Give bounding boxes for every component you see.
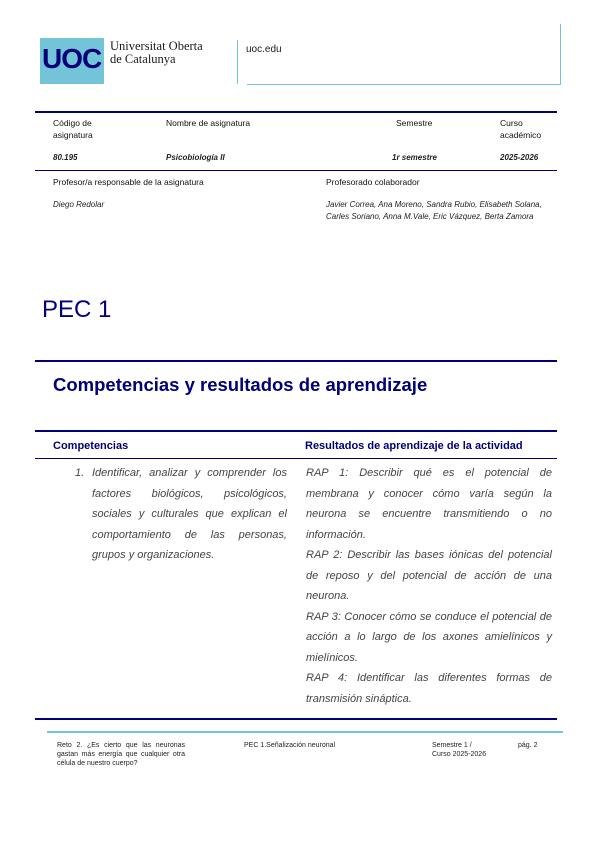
table-top-rule	[35, 430, 557, 432]
header-divider	[237, 40, 238, 84]
header-underline	[247, 84, 561, 85]
course-code: 80.195	[53, 153, 78, 162]
info-top-rule	[35, 111, 557, 113]
footer-rule	[47, 731, 563, 733]
collaborators-names	[326, 199, 566, 222]
rap-item-3: RAP 3: Conocer cómo se conduce el potencial de acción a lo largo de los axones amielínicos y mielínicos.	[306, 610, 552, 664]
footer-semester-line2: Curso 2025-2026	[432, 751, 487, 758]
responsible-name: Diego Redolar	[53, 200, 105, 209]
rap-item-1: RAP 1: Describir qué es el potencial de membrana y conocer cómo varía según la neurona se encuentre transmitiendo o no información.	[306, 467, 552, 541]
code-label: Código de asignatura	[53, 118, 93, 140]
table-header-rule	[35, 458, 557, 459]
rap-item-4: RAP 4: Identificar las diferentes formas de transmisión sináptica.	[306, 672, 552, 705]
name-label: Nombre de asignatura	[166, 118, 251, 128]
competencias-list	[75, 463, 287, 566]
info-mid-rule	[35, 170, 557, 171]
table-bottom-rule	[35, 718, 557, 720]
semester-label: Semestre	[396, 118, 433, 128]
course-year: 2025-2026	[500, 153, 539, 162]
competencia-text: Identificar, analizar y comprender los factores biológicos, psicológicos, sociales y culturales que explican el comportamiento de las personas, grupos y organizaciones.	[92, 467, 287, 561]
list-item	[75, 463, 287, 566]
competencia-number: 1.	[75, 467, 85, 479]
collaborators-label: Profesorado colaborador	[326, 177, 420, 187]
col-header-resultados: Resultados de aprendizaje de la actividad	[305, 440, 523, 452]
footer-page-number: pág. 2	[518, 742, 538, 749]
year-label: Curso académico	[500, 118, 542, 140]
page-title: PEC 1	[42, 296, 112, 323]
col-header-competencias: Competencias	[53, 440, 129, 452]
course-name: Psicobiología II	[166, 153, 225, 162]
university-name	[110, 40, 203, 66]
university-line2: de Catalunya	[110, 52, 176, 66]
collaborators-line1: Javier Correa, Ana Moreno, Sandra Rubio, Elisabeth Solana,	[326, 200, 542, 209]
header-right-line	[560, 24, 561, 84]
course-semester: 1r semestre	[392, 153, 437, 162]
footer-semester-line1: Semestre 1 /	[432, 742, 472, 749]
collaborators-line2: Carles Soriano, Anna M.Vale, Eric Vázquez, Berta Zamora	[326, 211, 534, 221]
resultados-list	[306, 463, 552, 709]
uoc-logo	[40, 38, 104, 84]
uoc-url[interactable]: uoc.edu	[246, 44, 282, 55]
rap-item-2: RAP 2: Describir las bases iónicas del potencial de reposo y del potencial de acción de una neurona.	[306, 549, 552, 602]
footer-semester	[432, 741, 486, 759]
university-line1: Universitat Oberta	[110, 39, 203, 53]
section-top-rule	[35, 360, 557, 362]
footer-challenge: Reto 2. ¿Es cierto que las neuronas gastan más energía que cualquier otra célula de nuestro cuerpo?	[57, 742, 185, 767]
footer-pec-title: PEC 1.Señalización neuronal	[244, 742, 336, 749]
logo-text: UOC	[42, 43, 102, 74]
responsible-label: Profesor/a responsable de la asignatura	[53, 177, 204, 187]
section-title: Competencias y resultados de aprendizaje	[53, 374, 428, 395]
